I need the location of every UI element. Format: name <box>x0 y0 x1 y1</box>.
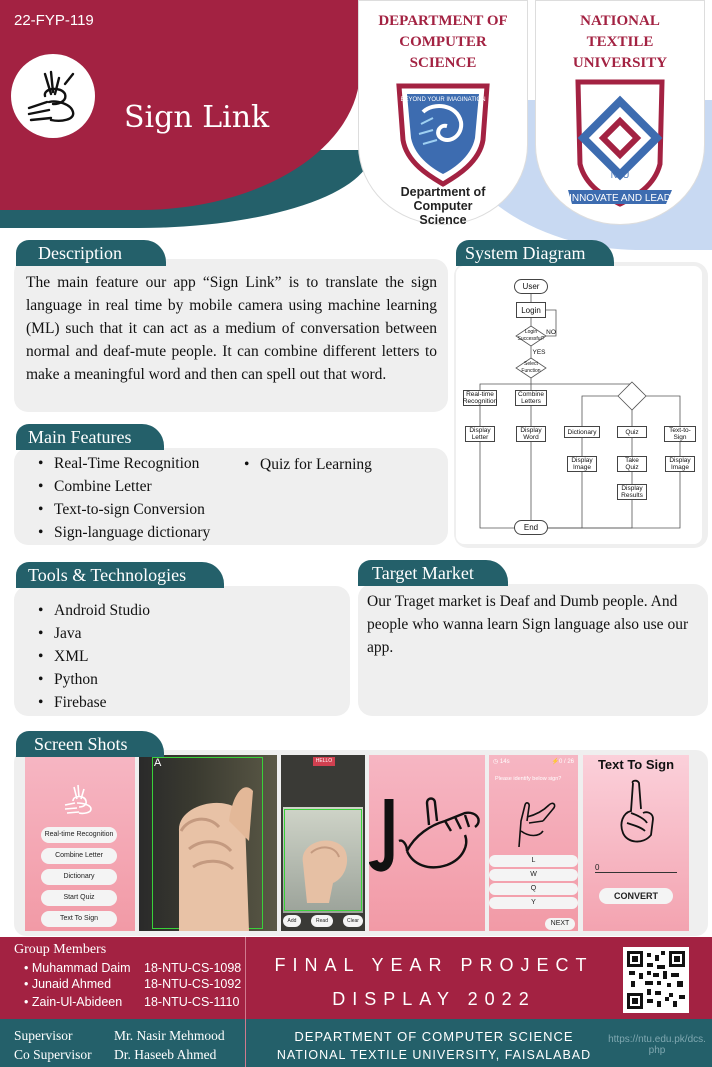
menu-quiz-button: Start Quiz <box>41 890 117 906</box>
menu-combine-button: Combine Letter <box>41 848 117 864</box>
main-features-header: Main Features <box>16 424 164 450</box>
ntu-heading: NATIONAL TEXTILE UNIVERSITY <box>572 13 668 71</box>
tool-item: • Android Studio <box>32 599 150 622</box>
description-header: Description <box>16 240 166 266</box>
node-login: Login <box>516 302 546 318</box>
quiz-option-w: W <box>489 869 578 881</box>
text-to-sign-hand-image <box>613 779 663 849</box>
screenshot-quiz <box>489 755 578 931</box>
word-output: HELLO <box>313 757 335 766</box>
node-no: NO <box>546 328 556 336</box>
node-display-letter: Display Letter <box>465 426 495 442</box>
menu-dictionary-button: Dictionary <box>41 869 117 885</box>
system-diagram-header: System Diagram <box>456 240 614 266</box>
feature-item: • Real-Time Recognition <box>32 452 210 475</box>
node-display-results: Display Results <box>617 484 647 500</box>
tool-item: • Firebase <box>32 691 150 714</box>
detected-letter: A <box>154 757 162 769</box>
ntu-logo-card <box>535 0 705 225</box>
ntu-ribbon-text: INNOVATE AND LEAD <box>569 193 671 204</box>
quiz-question: Please identify below sign? <box>495 776 562 782</box>
group-members-title: Group Members <box>14 942 107 957</box>
node-text-to-sign: Text-to-Sign <box>664 426 696 442</box>
text-to-sign-input: 0 <box>595 863 677 873</box>
node-end: End <box>514 520 548 535</box>
tools-panel <box>14 586 350 716</box>
node-user: User <box>514 279 548 294</box>
screenshot-dictionary <box>369 755 485 931</box>
member-id: 18-NTU-CS-1110 <box>144 995 240 1009</box>
hand-sign-icon <box>61 781 97 817</box>
feature-item: • Sign-language dictionary <box>32 521 210 544</box>
menu-text-to-sign-button: Text To Sign <box>41 911 117 927</box>
ntu-logo-text: NTU <box>610 170 630 180</box>
dept-logo-card <box>358 0 528 225</box>
member-row: • Junaid Ahmed 18-NTU-CS-1092 <box>24 977 111 991</box>
uni-line: NATIONAL TEXTILE UNIVERSITY, FAISALABAD <box>276 1048 592 1062</box>
text-to-sign-title: Text To Sign <box>597 757 675 772</box>
project-id: 22-FYP-119 <box>14 12 94 29</box>
convert-button: CONVERT <box>599 888 673 904</box>
menu-realtime-button: Real-time Recognition <box>41 827 117 843</box>
node-login-decision: Login Successful? <box>517 329 545 342</box>
supervisor-name: Mr. Nasir Mehmood <box>114 1028 225 1043</box>
clear-button: Clear <box>343 915 363 927</box>
node-display-image-1: Display Image <box>567 456 597 472</box>
target-market-text: Our Traget market is Deaf and Dumb people. And people who wanna learn Sign language also use our app. <box>367 593 689 656</box>
dept-shield-icon <box>393 78 493 190</box>
member-id: 18-NTU-CS-1098 <box>144 961 242 975</box>
app-title: Sign Link <box>124 100 270 135</box>
quiz-option-y: Y <box>489 897 578 909</box>
target-market-panel <box>358 584 708 716</box>
description-text: The main feature our app “Sign Link” is to translate the sign language in real time by mobile camera using machine learning (ML) such that it can act as a medium of conversation between normal and deaf-mute people. It can combine different letters to make a meaningful word and then can spell out that word. <box>26 274 437 383</box>
feature-item: • Quiz for Learning <box>238 453 372 476</box>
add-button: Add <box>283 915 301 927</box>
fist-hand-image <box>149 761 269 931</box>
tool-item: • Java <box>32 622 150 645</box>
main-features-panel <box>14 448 448 545</box>
node-dictionary: Dictionary <box>564 426 600 438</box>
quiz-sign-image <box>509 791 559 851</box>
fyp-line-1: FINAL YEAR PROJECT <box>274 955 594 975</box>
hand-sign-image <box>289 823 359 903</box>
cosupervisor-label: Co Supervisor <box>14 1047 92 1062</box>
quiz-option-q: Q <box>489 883 578 895</box>
tools-list <box>32 599 150 714</box>
description-panel <box>14 259 448 412</box>
read-button: Read <box>311 915 333 927</box>
node-select-function: Select Function <box>521 361 541 374</box>
tools-header: Tools & Technologies <box>16 562 224 588</box>
system-diagram <box>456 266 702 544</box>
letter-j-sign-image <box>369 755 485 931</box>
member-row: • Zain-Ul-Abideen 18-NTU-CS-1110 <box>24 995 122 1009</box>
node-display-image-2: Display Image <box>665 456 695 472</box>
feature-item: • Text-to-sign Conversion <box>32 498 210 521</box>
cosupervisor-name: Dr. Haseeb Ahmed <box>114 1047 217 1062</box>
supervisor-label: Supervisor <box>14 1028 73 1043</box>
website-link[interactable]: https://ntu.edu.pk/dcs.php <box>608 1034 706 1056</box>
member-row: • Muhammad Daim 18-NTU-CS-1098 <box>24 961 131 975</box>
dept-caption: Department of Computer Science <box>400 185 486 227</box>
dept-heading: DEPARTMENT OF COMPUTER SCIENCE <box>378 13 508 71</box>
quiz-score: ⚡0 / 26 <box>551 759 574 765</box>
main-features-list-1 <box>32 452 210 544</box>
qr-code-icon <box>623 947 689 1013</box>
footer-divider <box>245 937 246 1067</box>
ntu-shield-icon <box>562 78 678 218</box>
member-name: Junaid Ahmed <box>31 977 112 991</box>
screenshots-header: Screen Shots <box>16 731 164 757</box>
node-display-word: Display Word <box>516 426 546 442</box>
screenshot-camera-word <box>281 755 365 931</box>
tool-item: • Python <box>32 668 150 691</box>
tool-item: • XML <box>32 645 150 668</box>
member-id: 18-NTU-CS-1092 <box>144 977 242 991</box>
dept-logo-text: BEYOND YOUR IMAGINATION <box>400 97 486 103</box>
node-quiz: Quiz <box>617 426 647 438</box>
fyp-line-2: DISPLAY 2022 <box>332 989 536 1009</box>
node-yes: YES <box>532 348 546 356</box>
quiz-next-button: NEXT <box>545 918 575 930</box>
target-market-header: Target Market <box>358 560 508 586</box>
node-take-quiz: Take Quiz <box>617 456 647 472</box>
node-combine: Combine Letters <box>515 390 547 406</box>
dept-line: DEPARTMENT OF COMPUTER SCIENCE <box>294 1029 574 1044</box>
screenshot-camera-letter <box>139 755 277 931</box>
screenshot-menu <box>25 755 135 931</box>
main-features-list-2 <box>238 453 372 476</box>
member-name: Muhammad Daim <box>31 961 131 975</box>
member-name: Zain-Ul-Abideen <box>31 995 123 1009</box>
screenshot-text-to-sign <box>583 755 689 931</box>
quiz-option-l: L <box>489 855 578 867</box>
node-realtime: Real-time Recognition <box>462 391 498 405</box>
feature-item: • Combine Letter <box>32 475 210 498</box>
quiz-timer: ◷ 14s <box>493 759 510 765</box>
sign-hands-logo-icon <box>11 54 95 138</box>
